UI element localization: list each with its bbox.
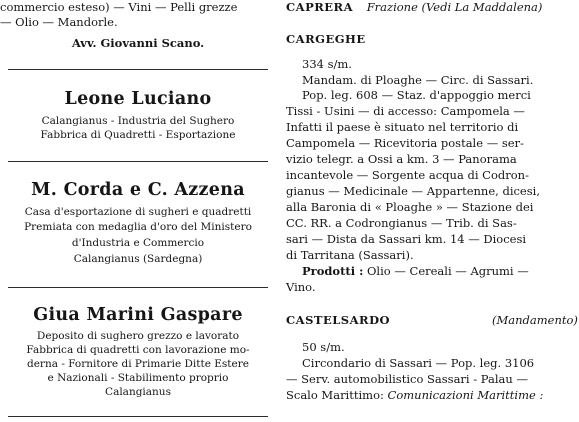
text-line: Infatti il paese è situato nel territorio di <box>286 120 519 134</box>
text-line <box>286 388 543 402</box>
section-note: (Mandamento) <box>492 313 578 327</box>
ad-line: d'Industria e Commercio <box>71 237 205 249</box>
ad-line: Premiata con medaglia d'oro del Ministero <box>24 221 252 233</box>
text-line: vizio telegr. a Ossi a km. 3 — Panorama <box>286 152 517 166</box>
scalo-note: Comunicazioni Marittime : <box>387 388 544 402</box>
text-line: Mandam. di Ploaghe — Circ. di Sassari. <box>302 73 534 87</box>
ad-line: Fabbrica di Quadretti - Esportazione <box>40 129 236 141</box>
ad-line: Calangianus - Industria del Sughero <box>41 115 235 127</box>
ad-line: Deposito di sughero grezzo e lavorato <box>36 330 240 342</box>
ad-title: Giua Marini Gaspare <box>33 305 243 325</box>
ad-line: Fabbrica di quadretti con lavorazione mo- <box>26 344 250 356</box>
text-line: — Serv. automobilistico Sassari - Palau — <box>286 372 528 386</box>
text-line: sari — Dista da Sassari km. 14 — Diocesi <box>286 232 527 246</box>
text-line: — Olio — Mandorle. <box>0 15 118 29</box>
text-line: Campomela — Ricevitoria postale — ser- <box>286 136 524 150</box>
text-line: di Tarritana (Sassari). <box>286 248 414 262</box>
ad-line: e Nazionali - Stabilimento proprio <box>47 372 229 384</box>
text-line: Pop. leg. 608 — Staz. d'appoggio merci <box>302 88 531 102</box>
text-line: gianus — Medicinale — Appartenne, dicesi, <box>286 184 540 198</box>
text-line: Vino. <box>286 280 316 294</box>
altitude: 334 s/m. <box>302 57 352 71</box>
products-values: Olio — Cereali — Agrumi — <box>367 264 529 278</box>
text-line: Tissi - Usini — di accesso: Campomela — <box>286 104 525 118</box>
text-line: Circondario di Sassari — Pop. leg. 3106 <box>302 356 535 370</box>
text-line: alla Baronia di « Ploaghe » — Stazione dei <box>286 200 534 214</box>
signature: Avv. Giovanni Scano. <box>71 36 205 50</box>
text-line: CC. RR. a Codrongianus — Trib. di Sas- <box>286 216 517 230</box>
section-heading: CASTELSARDO <box>286 313 391 327</box>
scalo-label: Scalo Marittimo: <box>286 388 384 402</box>
products-line <box>302 264 529 278</box>
text-line: commercio esteso) — Vini — Pelli grezze <box>0 0 238 14</box>
divider <box>8 287 268 288</box>
ad-title: M. Corda e C. Azzena <box>31 180 245 200</box>
ad-line: derna - Fornitore di Primarie Ditte Estere <box>27 358 249 370</box>
ad-line: Calangianus <box>105 386 171 398</box>
place-note: Frazione (Vedi La Maddalena) <box>366 0 543 14</box>
text-line: incantevole — Sorgente acqua di Codron- <box>286 168 529 182</box>
place-name: CAPRERA <box>286 0 354 14</box>
products-label: Prodotti : <box>302 264 364 278</box>
divider <box>8 161 268 162</box>
altitude: 50 s/m. <box>302 340 345 354</box>
divider <box>8 69 268 70</box>
ad-line: Calangianus (Sardegna) <box>73 253 203 265</box>
ad-title: Leone Luciano <box>64 89 212 109</box>
caprera-entry <box>286 0 542 14</box>
divider <box>8 416 268 417</box>
section-heading: CARGEGHE <box>286 32 366 46</box>
ad-line: Casa d'esportazione di sugheri e quadretti <box>24 206 252 218</box>
